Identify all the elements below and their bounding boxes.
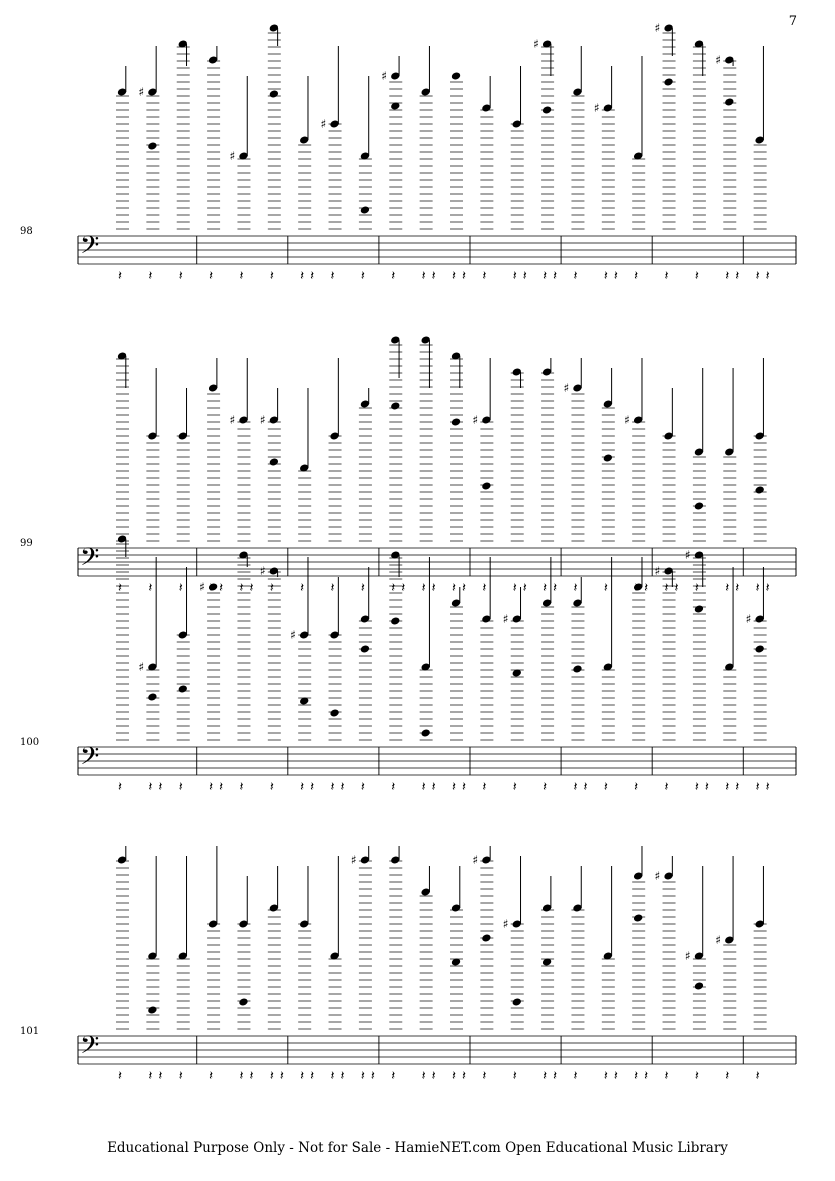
rest-icon: 𝄽 [249, 1069, 254, 1084]
rest-icon: 𝄽 [431, 269, 436, 284]
sharp-icon: ♯ [472, 853, 479, 867]
rest-icon: 𝄽 [421, 1069, 426, 1084]
note-head [390, 401, 400, 410]
note-head [451, 71, 461, 80]
rest-icon: 𝄽 [421, 269, 426, 284]
rest-icon: 𝄽 [603, 269, 608, 284]
rest-icon: 𝄽 [644, 1069, 649, 1084]
rest-icon: 𝄽 [462, 1069, 466, 1084]
rest-icon: 𝄽 [664, 581, 669, 596]
rest-icon: 𝄽 [148, 780, 153, 795]
bass-clef-icon: 𝄢 [80, 543, 100, 578]
page-number: 7 [788, 14, 797, 29]
rest-icon: 𝄽 [431, 1069, 436, 1084]
note-head [694, 981, 704, 990]
rest-icon: 𝄽 [421, 581, 426, 596]
rest-icon: 𝄽 [310, 780, 315, 795]
rest-icon: 𝄽 [512, 1069, 517, 1084]
rest-icon: 𝄽 [543, 780, 548, 795]
rest-icon: 𝄽 [310, 1069, 315, 1084]
rest-icon: 𝄽 [178, 780, 183, 795]
rest-icon: 𝄽 [755, 780, 760, 795]
rest-icon: 𝄽 [765, 780, 770, 795]
rest-icon: 𝄽 [391, 1069, 396, 1084]
bass-clef-icon: 𝄢 [80, 1031, 100, 1066]
rest-icon: 𝄽 [178, 581, 183, 596]
sharp-icon: ♯ [229, 413, 236, 427]
rest-icon: 𝄽 [462, 581, 466, 596]
rest-icon: 𝄽 [522, 269, 527, 284]
rest-icon: 𝄽 [118, 1069, 122, 1084]
note-head [329, 708, 339, 717]
rest-icon: 𝄽 [360, 581, 365, 596]
rest-icon: 𝄽 [725, 1069, 730, 1084]
sharp-icon: ♯ [684, 548, 691, 562]
rest-icon: 𝄽 [512, 780, 517, 795]
rest-icon: 𝄽 [573, 581, 578, 596]
rest-icon: 𝄽 [512, 269, 517, 284]
rest-icon: 𝄽 [694, 780, 699, 795]
rest-icon: 𝄽 [148, 269, 153, 284]
rest-icon: 𝄽 [269, 780, 274, 795]
rest-icon: 𝄽 [269, 581, 274, 596]
staff-system [20, 21, 796, 284]
rest-icon: 𝄽 [755, 1069, 760, 1084]
rest-icon: 𝄽 [360, 1069, 365, 1084]
rest-icon: 𝄽 [340, 780, 345, 795]
staff-system [20, 335, 796, 596]
rest-icon: 𝄽 [178, 1069, 183, 1084]
rest-icon: 𝄽 [300, 780, 305, 795]
rest-icon: 𝄽 [178, 269, 183, 284]
rest-icon: 𝄽 [522, 581, 527, 596]
note-head [512, 997, 522, 1006]
sharp-icon: ♯ [654, 869, 661, 883]
rest-icon: 𝄽 [482, 581, 487, 596]
rest-icon: 𝄽 [391, 581, 396, 596]
sharp-icon: ♯ [320, 117, 327, 131]
staff-system [20, 534, 796, 795]
rest-icon: 𝄽 [269, 1069, 274, 1084]
note-head [147, 692, 157, 701]
rest-icon: 𝄽 [118, 581, 122, 596]
rest-icon: 𝄽 [330, 581, 335, 596]
rest-icon: 𝄽 [279, 1069, 284, 1084]
rest-icon: 𝄽 [239, 581, 244, 596]
note-head [694, 501, 704, 510]
note-head [269, 89, 279, 98]
sharp-icon: ♯ [654, 564, 661, 578]
note-head [724, 97, 734, 106]
measure-number: 98 [20, 226, 33, 237]
rest-icon: 𝄽 [330, 780, 335, 795]
rest-icon: 𝄽 [573, 1069, 578, 1084]
note-head [603, 453, 613, 462]
sharp-icon: ♯ [715, 53, 722, 67]
sharp-icon: ♯ [381, 69, 388, 83]
rest-icon: 𝄽 [360, 780, 365, 795]
rest-icon: 𝄽 [543, 1069, 548, 1084]
rest-icon: 𝄽 [209, 269, 214, 284]
rest-icon: 𝄽 [553, 1069, 558, 1084]
rest-icon: 𝄽 [725, 780, 730, 795]
sharp-icon: ♯ [259, 564, 266, 578]
rest-icon: 𝄽 [644, 581, 649, 596]
note-head [663, 77, 673, 86]
rest-icon: 𝄽 [219, 581, 224, 596]
sharp-icon: ♯ [472, 413, 479, 427]
note-head [269, 457, 279, 466]
rest-icon: 𝄽 [421, 780, 426, 795]
sharp-icon: ♯ [229, 149, 236, 163]
rest-icon: 𝄽 [674, 581, 679, 596]
rest-icon: 𝄽 [462, 780, 466, 795]
rest-icon: 𝄽 [310, 269, 315, 284]
rest-icon: 𝄽 [249, 581, 254, 596]
note-head [572, 664, 582, 673]
note-head [238, 997, 248, 1006]
rest-icon: 𝄽 [300, 581, 305, 596]
sharp-icon: ♯ [715, 933, 722, 947]
sharp-icon: ♯ [502, 917, 509, 931]
bass-clef-icon: 𝄢 [80, 231, 100, 266]
note-head [147, 141, 157, 150]
rest-icon: 𝄽 [148, 1069, 153, 1084]
rest-icon: 𝄽 [360, 269, 365, 284]
rest-icon: 𝄽 [401, 581, 406, 596]
note-head [754, 485, 764, 494]
staff-system [20, 846, 796, 1084]
rest-icon: 𝄽 [118, 269, 122, 284]
rest-icon: 𝄽 [148, 581, 153, 596]
rest-icon: 𝄽 [553, 269, 558, 284]
rest-icon: 𝄽 [431, 581, 436, 596]
rest-icon: 𝄽 [573, 780, 578, 795]
note-head [390, 616, 400, 625]
rest-icon: 𝄽 [634, 269, 639, 284]
rest-icon: 𝄽 [330, 1069, 335, 1084]
sharp-icon: ♯ [138, 660, 145, 674]
rest-icon: 𝄽 [482, 780, 487, 795]
rest-icon: 𝄽 [158, 780, 163, 795]
rest-icon: 𝄽 [391, 780, 396, 795]
rest-icon: 𝄽 [553, 581, 558, 596]
note-head [420, 728, 430, 737]
rest-icon: 𝄽 [543, 269, 548, 284]
rest-icon: 𝄽 [300, 269, 305, 284]
rest-icon: 𝄽 [634, 780, 639, 795]
rest-icon: 𝄽 [664, 269, 669, 284]
rest-icon: 𝄽 [765, 269, 770, 284]
bass-clef-icon: 𝄢 [80, 742, 100, 777]
rest-icon: 𝄽 [239, 780, 244, 795]
rest-icon: 𝄽 [613, 1069, 618, 1084]
rest-icon: 𝄽 [452, 1069, 456, 1084]
sharp-icon: ♯ [563, 381, 570, 395]
measure-number: 101 [20, 1026, 40, 1037]
rest-icon: 𝄽 [664, 780, 669, 795]
rest-icon: 𝄽 [300, 1069, 305, 1084]
rest-icon: 𝄽 [603, 780, 608, 795]
rest-icon: 𝄽 [573, 269, 578, 284]
note-head [481, 481, 491, 490]
sharp-icon: ♯ [533, 37, 539, 51]
rest-icon: 𝄽 [340, 1069, 345, 1084]
rest-icon: 𝄽 [482, 269, 487, 284]
rest-icon: 𝄽 [664, 1069, 669, 1084]
measure-number: 99 [20, 538, 33, 549]
rest-icon: 𝄽 [694, 1069, 699, 1084]
rest-icon: 𝄽 [725, 581, 730, 596]
note-head [481, 933, 491, 942]
rest-icon: 𝄽 [543, 581, 548, 596]
rest-icon: 𝄽 [431, 780, 436, 795]
rest-icon: 𝄽 [735, 780, 740, 795]
note-head [694, 604, 704, 613]
rest-icon: 𝄽 [219, 780, 224, 795]
rest-icon: 𝄽 [209, 780, 214, 795]
sharp-icon: ♯ [624, 413, 630, 427]
note-head [360, 644, 370, 653]
note-head [451, 417, 461, 426]
note-head [542, 105, 552, 114]
rest-icon: 𝄽 [634, 1069, 639, 1084]
sharp-icon: ♯ [684, 949, 691, 963]
rest-icon: 𝄽 [755, 269, 760, 284]
rest-icon: 𝄽 [452, 780, 456, 795]
footer-notice: Educational Purpose Only - Not for Sale - HamieNET.com Open Educational Music Library [107, 1140, 728, 1156]
rest-icon: 𝄽 [391, 269, 396, 284]
note-head [754, 644, 764, 653]
rest-icon: 𝄽 [735, 581, 740, 596]
rest-icon: 𝄽 [755, 581, 760, 596]
rest-icon: 𝄽 [704, 780, 709, 795]
rest-icon: 𝄽 [158, 1069, 163, 1084]
rest-icon: 𝄽 [239, 269, 244, 284]
sharp-icon: ♯ [654, 21, 661, 35]
rest-icon: 𝄽 [452, 269, 456, 284]
rest-icon: 𝄽 [482, 1069, 487, 1084]
rest-icon: 𝄽 [452, 581, 456, 596]
rest-icon: 𝄽 [209, 1069, 214, 1084]
rest-icon: 𝄽 [603, 1069, 608, 1084]
sharp-icon: ♯ [259, 413, 266, 427]
rest-icon: 𝄽 [583, 780, 588, 795]
rest-icon: 𝄽 [603, 581, 608, 596]
measure-number: 100 [20, 737, 40, 748]
sharp-icon: ♯ [350, 853, 357, 867]
sharp-icon: ♯ [290, 628, 296, 642]
note-head [147, 1005, 157, 1014]
rest-icon: 𝄽 [269, 269, 274, 284]
sharp-icon: ♯ [502, 612, 509, 626]
rest-icon: 𝄽 [735, 269, 740, 284]
rest-icon: 𝄽 [330, 269, 335, 284]
note-head [360, 205, 370, 214]
note-head [633, 913, 643, 922]
rest-icon: 𝄽 [694, 581, 699, 596]
sharp-icon: ♯ [745, 612, 752, 626]
rest-icon: 𝄽 [370, 1069, 375, 1084]
rest-icon: 𝄽 [765, 581, 770, 596]
rest-icon: 𝄽 [239, 1069, 244, 1084]
rest-icon: 𝄽 [512, 581, 517, 596]
note-head [178, 684, 188, 693]
sharp-icon: ♯ [138, 85, 145, 99]
rest-icon: 𝄽 [725, 269, 730, 284]
rest-icon: 𝄽 [694, 269, 699, 284]
sharp-icon: ♯ [593, 101, 600, 115]
rest-icon: 𝄽 [118, 780, 122, 795]
rest-icon: 𝄽 [613, 269, 618, 284]
rest-icon: 𝄽 [462, 269, 466, 284]
sharp-icon: ♯ [199, 580, 205, 594]
